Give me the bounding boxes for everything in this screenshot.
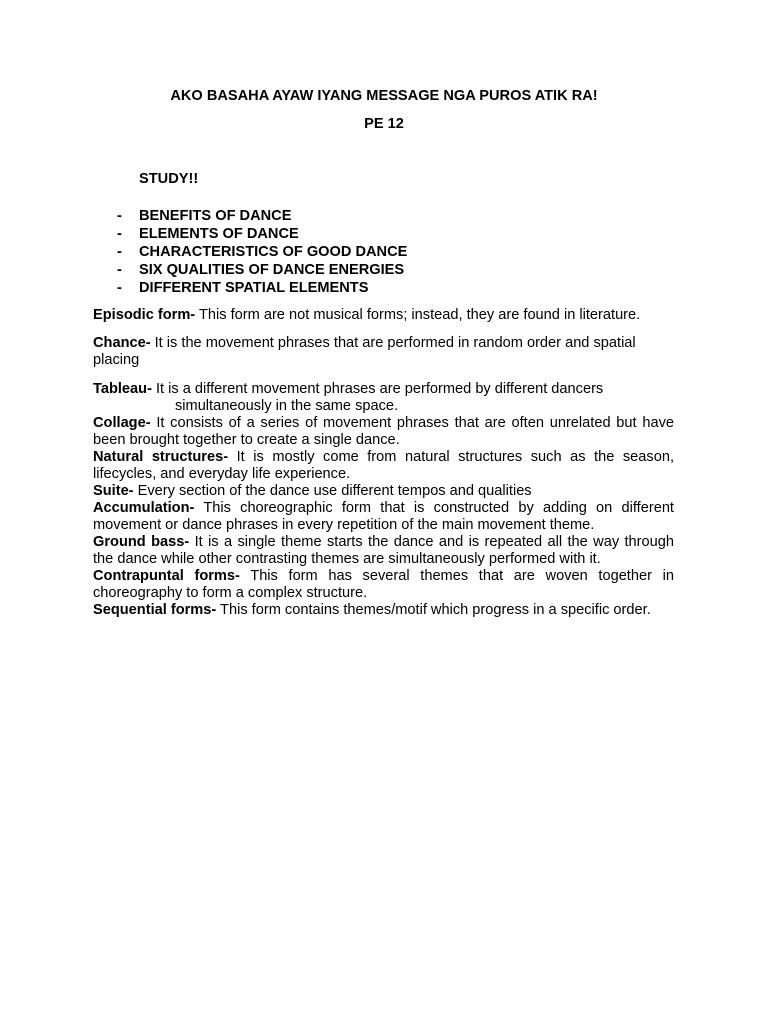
- definition-term: Natural structures-: [93, 449, 229, 465]
- definition-text: It consists of a series of movement phrases that are often unrelated but have been brought together to create a single dance.: [93, 415, 674, 448]
- list-item-label: BENEFITS OF DANCE: [139, 208, 292, 224]
- list-bullet: -: [117, 226, 122, 242]
- list-item-label: DIFFERENT SPATIAL ELEMENTS: [139, 280, 369, 296]
- definition-term: Ground bass-: [93, 534, 190, 550]
- list-bullet: -: [117, 244, 122, 260]
- definition-text: It is the movement phrases that are performed in random order and spatial placing: [93, 335, 636, 368]
- study-label: STUDY!!: [139, 171, 199, 187]
- definition-natural-structures: [93, 449, 674, 483]
- list-item-label: SIX QUALITIES OF DANCE ENERGIES: [139, 262, 405, 278]
- definition-text: This form contains themes/motif which progress in a specific order.: [216, 602, 651, 618]
- definition-term: Episodic form-: [93, 307, 196, 323]
- list-item: [117, 225, 407, 243]
- list-bullet: -: [117, 262, 122, 278]
- list-item: [117, 207, 407, 225]
- list-item: [117, 243, 407, 261]
- definition-text: It is mostly come from natural structures such as the season, lifecycles, and everyday life experience.: [93, 449, 674, 482]
- definition-sequential-forms: [93, 602, 674, 619]
- definition-ground-bass: [93, 534, 674, 568]
- document-title: AKO BASAHA AYAW IYANG MESSAGE NGA PUROS ATIK RA!: [170, 88, 598, 104]
- definition-text: It is a different movement phrases are performed by different dancers: [151, 381, 604, 397]
- definition-episodic-form: [93, 307, 674, 324]
- list-item-label: CHARACTERISTICS OF GOOD DANCE: [139, 244, 408, 260]
- definition-tableau: [93, 381, 674, 415]
- subject-heading: PE 12: [364, 116, 404, 132]
- definition-text: This form are not musical forms; instead, they are found in literature.: [195, 307, 641, 323]
- definitions-block: [93, 415, 674, 619]
- definition-text: It is a single theme starts the dance and is repeated all the way through the dance while other contrasting themes are simultaneously performed with it.: [93, 534, 674, 567]
- definition-term: Collage-: [93, 415, 151, 431]
- definition-accumulation: [93, 500, 674, 534]
- definition-suite: [93, 483, 674, 500]
- definition-term: Suite-: [93, 483, 134, 499]
- list-bullet: -: [117, 280, 122, 296]
- definition-term: Sequential forms-: [93, 602, 217, 618]
- definition-term: Chance-: [93, 335, 151, 351]
- list-item-label: ELEMENTS OF DANCE: [139, 226, 299, 242]
- list-item: [117, 279, 407, 297]
- definition-contrapuntal-forms: [93, 568, 674, 602]
- list-bullet: -: [117, 208, 122, 224]
- list-item: [117, 261, 407, 279]
- definition-term: Contrapuntal forms-: [93, 568, 240, 584]
- definition-term: Accumulation-: [93, 500, 195, 516]
- definition-text: Every section of the dance use different tempos and qualities: [133, 483, 532, 499]
- definition-collage: [93, 415, 674, 449]
- definition-text-continued: simultaneously in the same space.: [175, 398, 399, 414]
- definition-text: This form has several themes that are woven together in choreography to form a complex structure.: [93, 568, 674, 601]
- definition-chance: [93, 335, 674, 369]
- study-list: [117, 207, 407, 297]
- definition-text: This choreographic form that is constructed by adding on different movement or dance phrases in every repetition of the main movement theme.: [93, 500, 674, 533]
- definition-term: Tableau-: [93, 381, 152, 397]
